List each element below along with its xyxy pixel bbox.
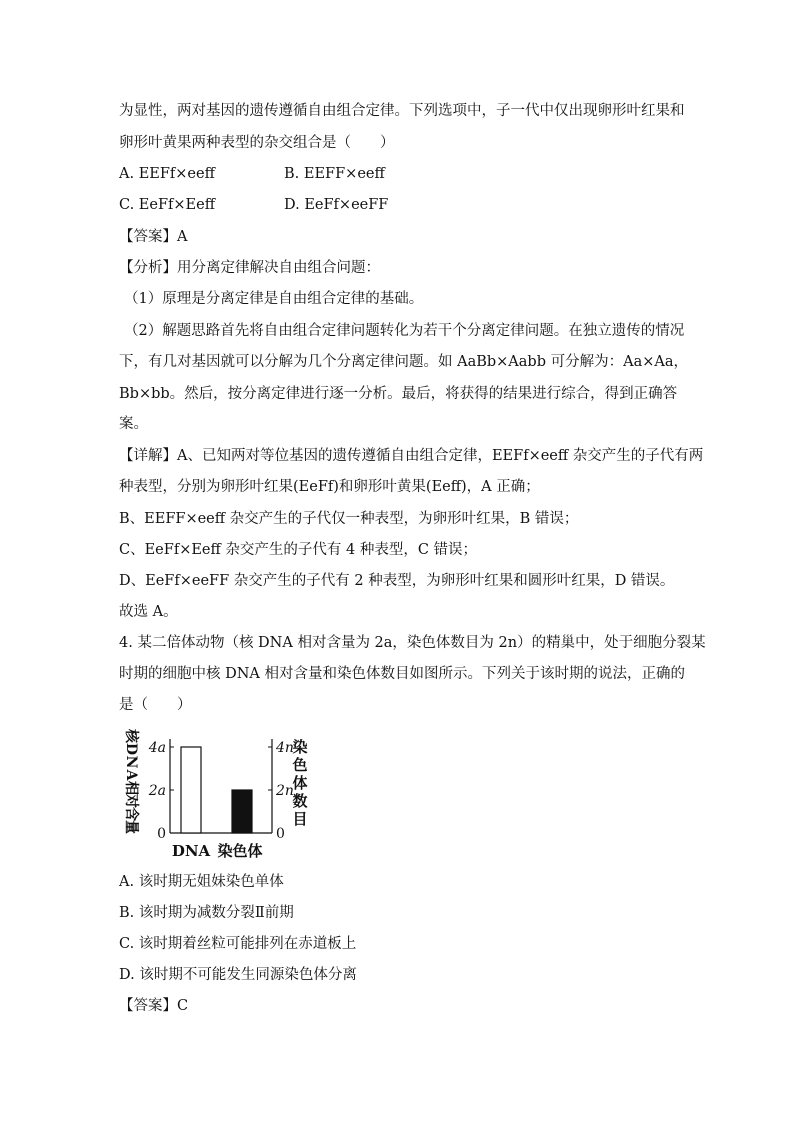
detail-2: 种表型，分别为卵形叶红果(EeFf)和卵形叶黄果(Eeff)，A 正确；	[119, 479, 540, 495]
analysis-point-1: （1）原理是分离定律是自由组合定律的基础。	[124, 291, 424, 307]
left-axis-title-char: 对	[123, 794, 139, 808]
q4-option-c: C. 该时期着丝粒可能排列在赤道板上	[119, 936, 357, 952]
right-axis-title-char: 体	[292, 774, 308, 792]
left-axis-title-char: 量	[123, 820, 139, 834]
answer-2: 【答案】C	[119, 998, 189, 1014]
analysis-point-2c: Bb×bb。然后，按分离定律进行逐一分析。最后，将获得的结果进行综合，得到正确答	[119, 386, 678, 402]
right-tick-label: 4n	[276, 740, 294, 756]
detail-4: C、EeFf×Eeff 杂交产生的子代有 4 种表型，C 错误；	[119, 542, 478, 558]
right-axis-title-char: 色	[292, 756, 308, 774]
analysis-point-2b: 下，有几对基因就可以分解为几个分离定律问题。如 AaBb×Aabb 可分解为：Aa×Aa，	[119, 354, 688, 370]
bar-dna	[181, 747, 201, 833]
question-stem-line-2: 卵形叶黄果两种表型的杂交组合是（ ）	[119, 135, 395, 151]
left-tick-label: 2a	[148, 783, 166, 799]
analysis-point-2d: 案。	[119, 416, 148, 432]
left-tick-label: 4a	[148, 740, 166, 756]
detail-5: D、EeFf×eeFF 杂交产生的子代有 2 种表型，为卵形叶红果和圆形叶红果，D 错误。	[119, 573, 675, 589]
left-axis-title-char: N	[123, 755, 139, 769]
bar-chromosome	[232, 790, 252, 833]
left-axis-title-char: 含	[123, 807, 139, 821]
q4-option-d: D. 该时期不可能发生同源染色体分离	[119, 967, 357, 983]
detail-3: B、EEFF×eeff 杂交产生的子代仅一种表型，为卵形叶红果，B 错误；	[119, 511, 579, 527]
question-4-line-1: 4. 某二倍体动物（核 DNA 相对含量为 2a，染色体数目为 2n）的精巢中，处于细胞分裂某	[119, 635, 706, 651]
question-4-line-2: 时期的细胞中核 DNA 相对含量和染色体数目如图所示。下列关于该时期的说法，正确的	[119, 666, 685, 682]
x-label-dna: DNA	[171, 842, 211, 860]
analysis-point-2a: （2）解题思路首先将自由组合定律问题转化为若干个分离定律问题。在独立遗传的情况	[124, 323, 685, 339]
dna-chromosome-chart	[112, 726, 312, 866]
question-4-line-3: 是（ ）	[119, 697, 192, 713]
left-axis-title-char: 核	[123, 729, 139, 743]
right-tick-label: 2n	[276, 783, 294, 799]
option-d: D. EeFf×eeFF	[284, 197, 389, 213]
x-label-chromosome: 染色体	[217, 842, 263, 860]
analysis-heading: 【分析】用分离定律解决自由组合问题：	[119, 260, 380, 276]
q4-option-b: B. 该时期为减数分裂Ⅱ前期	[119, 905, 294, 921]
right-axis-title-char: 染	[292, 738, 308, 756]
question-stem-line-1: 为显性，两对基因的遗传遵循自由组合定律。下列选项中，子一代中仅出现卵形叶红果和	[119, 103, 685, 119]
detail-1: 【详解】A、已知两对等位基因的遗传遵循自由组合定律，EEFf×eeff 杂交产生的子代有两	[119, 448, 704, 464]
option-a: A. EEFf×eeff	[119, 166, 215, 182]
q4-option-a: A. 该时期无姐妹染色单体	[119, 874, 284, 890]
option-b: B. EEFF×eeff	[284, 166, 385, 182]
left-tick-label: 0	[157, 826, 166, 842]
right-axis-title-char: 数	[292, 792, 308, 810]
option-c: C. EeFf×Eeff	[119, 197, 216, 213]
selection: 故选 A。	[119, 604, 178, 620]
left-axis-title-char: A	[123, 769, 139, 781]
left-axis-title-char: D	[123, 742, 139, 756]
right-axis-title-char: 目	[292, 810, 308, 828]
left-axis-title-char: 相	[123, 781, 139, 795]
answer-1: 【答案】A	[119, 229, 188, 245]
right-tick-label: 0	[276, 826, 285, 842]
